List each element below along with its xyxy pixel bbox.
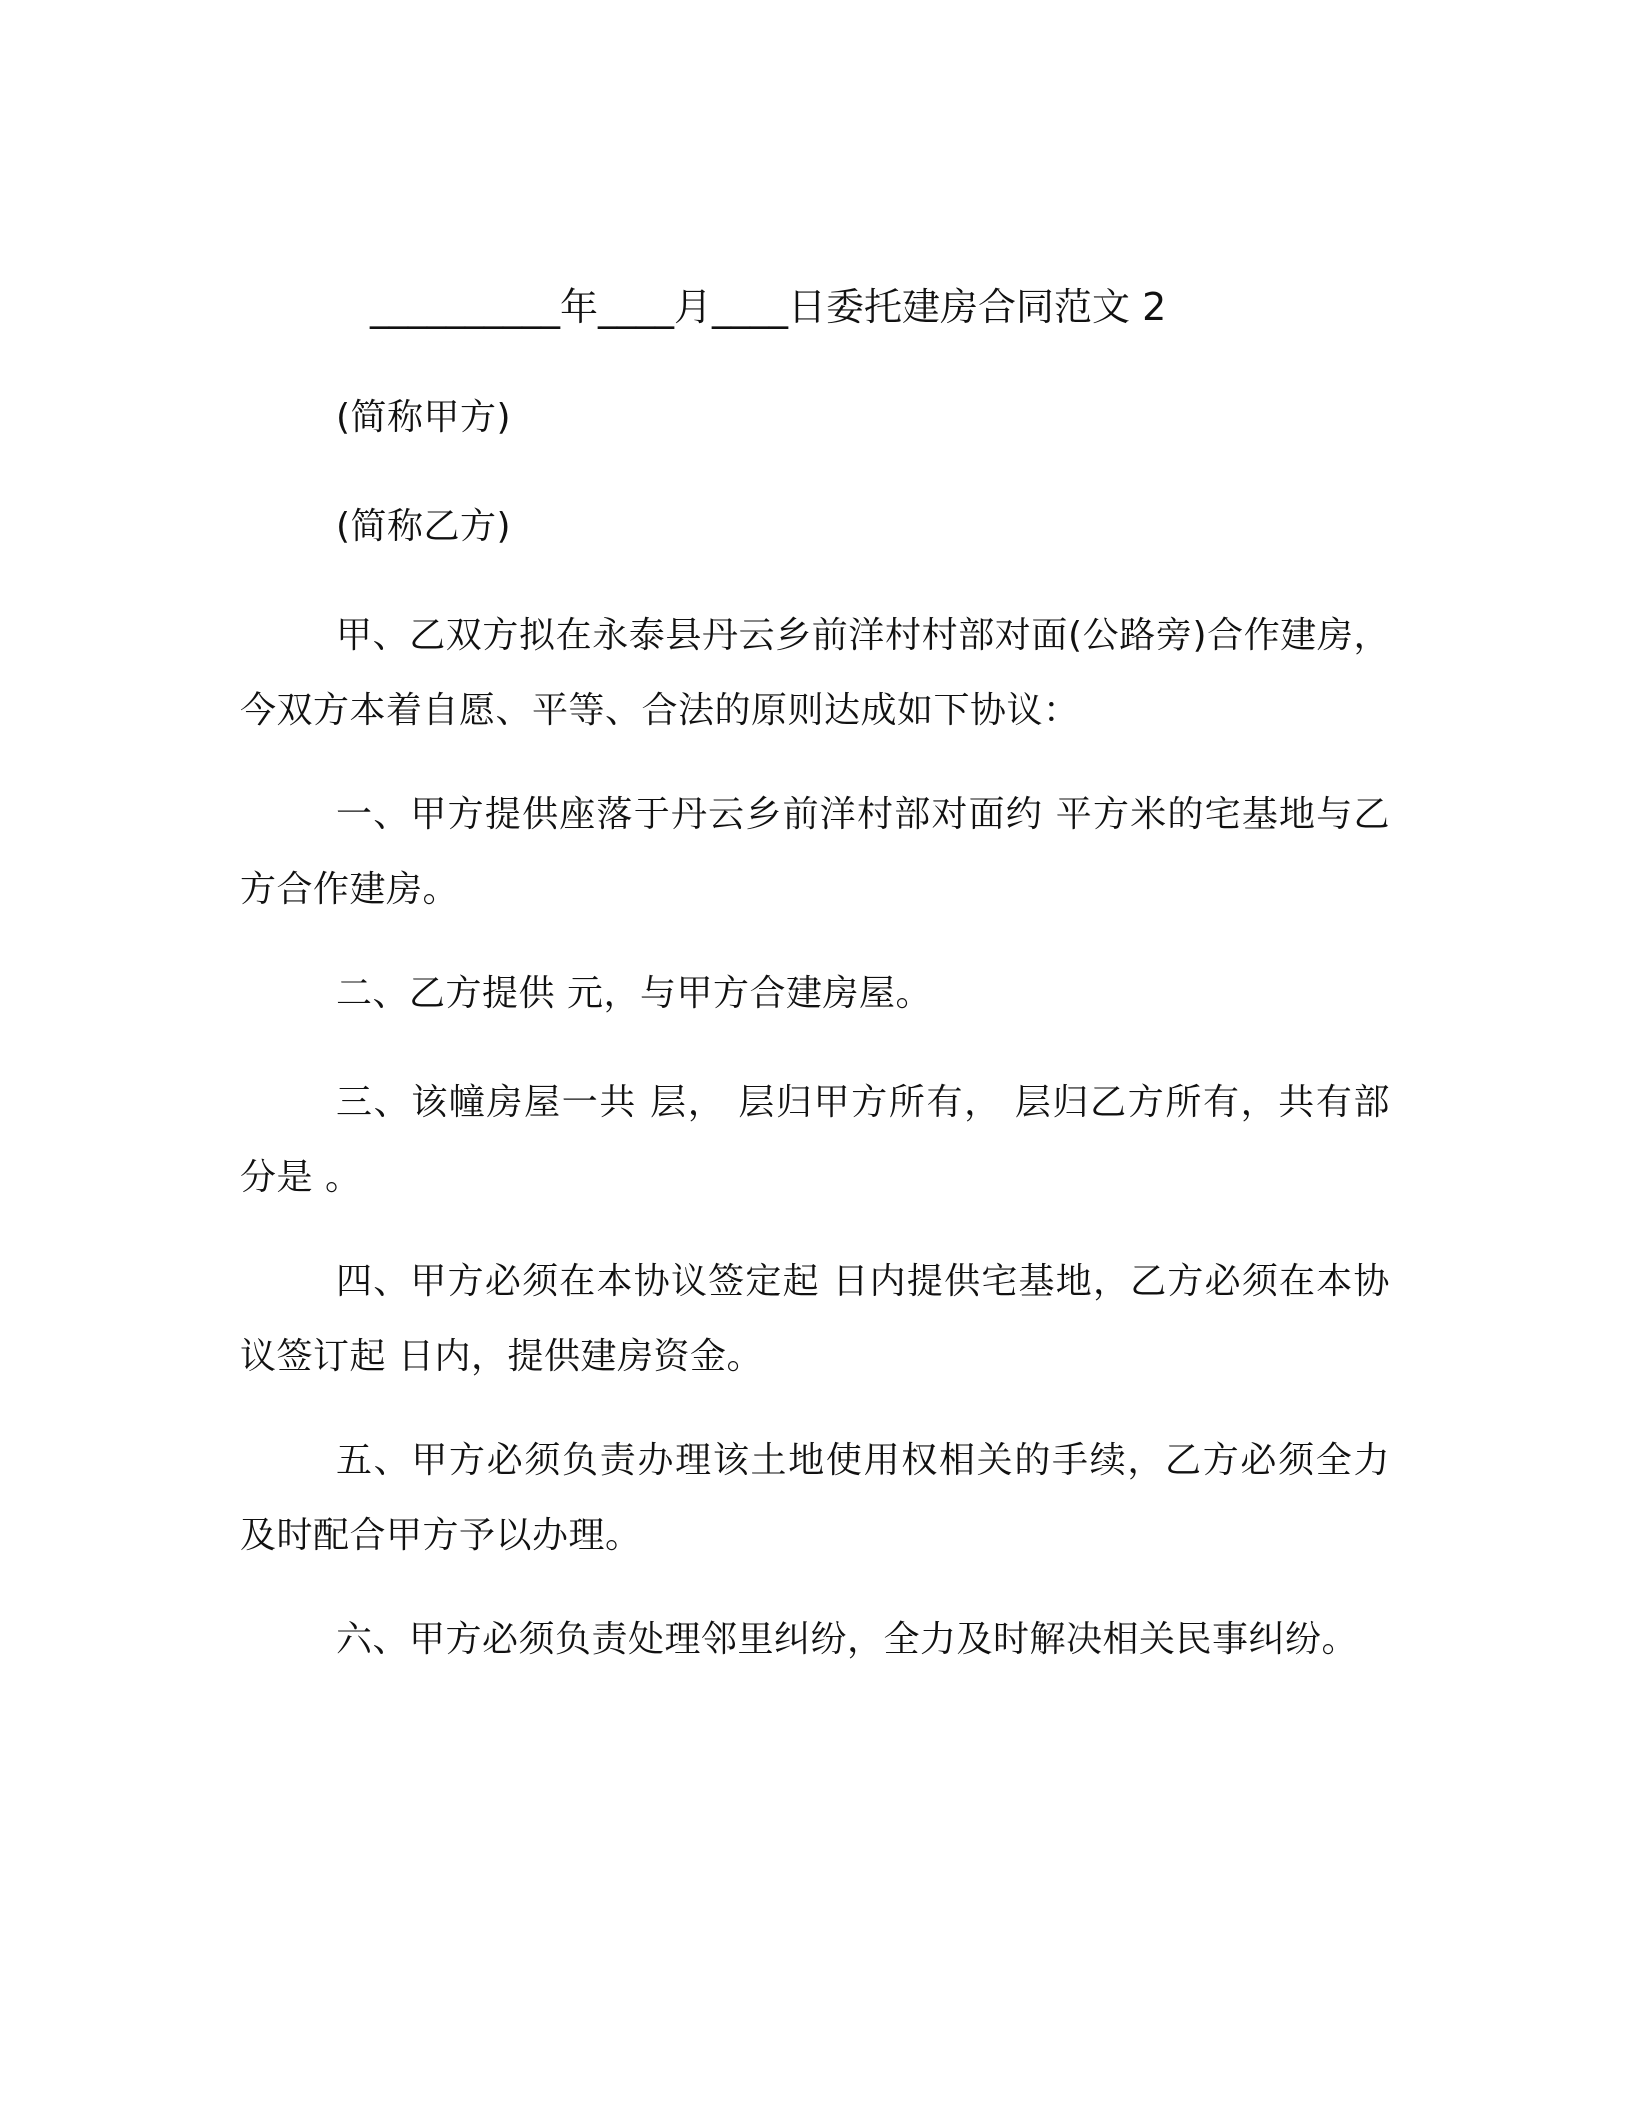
party-a-line: (简称甲方) [336,397,512,438]
agreement-intro: 甲、乙双方拟在永泰县丹云乡前洋村村部对面(公路旁)合作建房，今双方本着自愿、平等、合法的原则达成如下协议： [240,615,1390,731]
document-body [240,276,1390,1711]
clause-1: 一、甲方提供座落于丹云乡前洋村部对面约 平方米的宅基地与乙方合作建房。 [240,794,1390,910]
document-title: __________年____月____日委托建房合同范文 2 [370,285,1167,329]
clause-4: 四、甲方必须在本协议签定起 日内提供宅基地，乙方必须在本协议签订起 日内，提供建房资金。 [240,1261,1390,1377]
party-b-line: (简称乙方) [336,506,512,547]
clause-6: 六、甲方必须负责处理邻里纠纷，全力及时解决相关民事纠纷。 [336,1619,1359,1660]
clause-5: 五、甲方必须负责办理该土地使用权相关的手续，乙方必须全力及时配合甲方予以办理。 [240,1440,1390,1556]
clause-3: 三、该幢房屋一共 层， 层归甲方所有， 层归乙方所有，共有部分是 。 [240,1082,1390,1198]
clause-2: 二、乙方提供 元，与甲方合建房屋。 [336,973,932,1014]
